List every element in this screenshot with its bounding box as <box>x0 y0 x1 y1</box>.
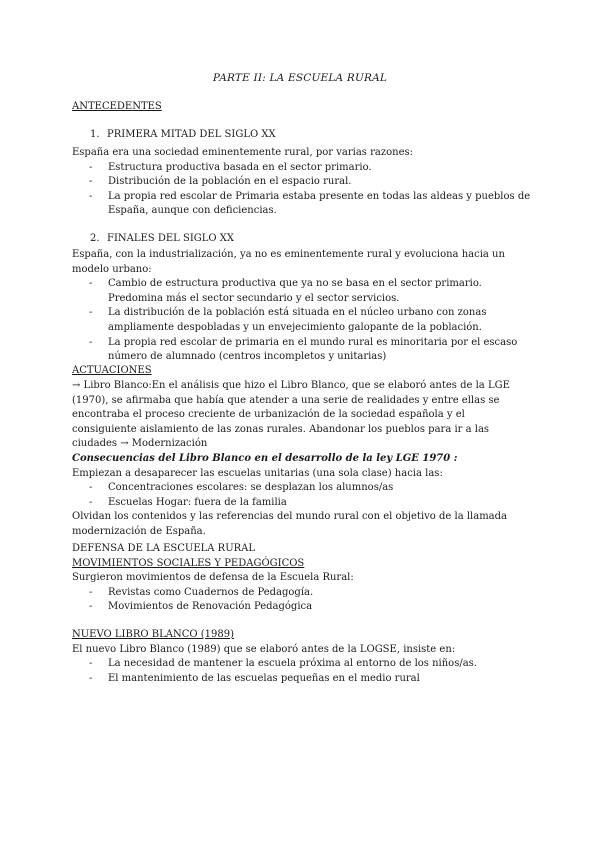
list-item-text: La propia red escolar de Primaria estaba presente en todas las aldeas y pueblos de España, aunque con deficiencias. <box>108 190 531 217</box>
antecedentes-heading: ANTECEDENTES <box>72 101 162 112</box>
list-item-text: La propia red escolar de primaria en el mundo rural es minoritaria por el escaso número de alumnado (centros incompletos y unitarias) <box>108 336 518 363</box>
actuaciones-section <box>72 379 532 540</box>
list-item-text: Cambio de estructura productiva que ya no se basa en el sector primario. Predomina más el sector secundario y el sector servicios. <box>108 278 482 304</box>
defensa-list <box>72 586 532 615</box>
nuevo-heading: NUEVO LIBRO BLANCO (1989) <box>72 629 234 640</box>
list-item <box>72 496 532 511</box>
list-item-text: Movimientos de Renovación Pedagógica <box>108 601 313 613</box>
libro-blanco-paragraph: → Libro Blanco:En el análisis que hizo el Libro Blanco, que se elaboró antes de la LGE (1970), se afirmaba que había que atender a una serie de realidades y entre ellas se encontraba el proceso creciente de urbanización de la sociedad española y el consiguiente aislamiento de las zonas rurales. Abandonar los pueblos para ir a las ciudades → Modernización <box>72 380 510 450</box>
bullet-dash: - <box>89 161 93 173</box>
movimientos-heading: MOVIMIENTOS SOCIALES Y PEDAGÓGICOS <box>72 557 305 569</box>
defensa-heading: DEFENSA DE LA ESCUELA RURAL <box>72 543 256 554</box>
consecuencias-heading: Consecuencias del Libro Blanco en el desarrollo de la ley LGE 1970 : <box>72 452 458 464</box>
defensa-intro: Surgieron movimientos de defensa de la Escuela Rural: <box>72 572 354 584</box>
actuaciones-closing: Olvidan los contenidos y las referencias del mundo rural con el objetivo de la llamada modernización de España. <box>72 511 507 537</box>
sec1-section <box>72 146 532 219</box>
sec2-section <box>72 248 532 365</box>
list-item <box>72 277 532 306</box>
sec2-number: 2. <box>90 233 100 244</box>
bullet-dash: - <box>89 336 93 348</box>
list-item-text: Escuelas Hogar: fuera de la familia <box>108 496 287 508</box>
bullet-dash: - <box>89 586 93 598</box>
bullet-dash: - <box>89 672 93 684</box>
list-item-text: El mantenimiento de las escuelas pequeñas en el medio rural <box>108 672 420 684</box>
list-item <box>72 175 532 190</box>
page-title: PARTE II: LA ESCUELA RURAL <box>212 72 388 84</box>
list-item <box>72 586 532 601</box>
bullet-dash: - <box>89 190 93 202</box>
actuaciones-heading: ACTUACIONES <box>72 365 152 376</box>
list-item-text: Revistas como Cuadernos de Pedagogía. <box>108 586 314 598</box>
sec1-number: 1. <box>90 129 100 140</box>
bullet-dash: - <box>89 482 93 494</box>
bullet-dash: - <box>89 496 93 508</box>
list-item <box>72 306 532 335</box>
bullet-dash: - <box>89 307 93 319</box>
nuevo-intro: El nuevo Libro Blanco (1989) que se elaboró antes de la LOGSE, insiste en: <box>72 643 456 655</box>
bullet-dash: - <box>89 278 93 290</box>
sec1-intro: España era una sociedad eminentemente rural, por varias razones: <box>72 147 413 158</box>
list-item <box>72 190 532 219</box>
bullet-dash: - <box>89 601 93 613</box>
sec1-title: PRIMERA MITAD DEL SIGLO XX <box>107 129 276 140</box>
list-item <box>72 336 532 365</box>
nuevo-section <box>72 628 532 686</box>
list-item-text: Concentraciones escolares: se desplazan los alumnos/as <box>108 482 394 494</box>
list-item-text: La necesidad de mantener la escuela próxima al entorno de los niños/as. <box>108 658 477 670</box>
actuaciones-list <box>72 481 532 510</box>
sec2-title: FINALES DEL SIGLO XX <box>107 233 235 244</box>
nuevo-list <box>72 657 532 686</box>
defensa-section <box>72 542 532 615</box>
bullet-dash: - <box>89 176 93 188</box>
list-item <box>72 600 532 615</box>
list-item-text: Estructura productiva basada en el sector primario. <box>108 161 372 173</box>
list-item <box>72 672 532 687</box>
list-item <box>72 161 532 176</box>
list-item-text: Distribución de la población en el espacio rural. <box>108 176 352 188</box>
list-item <box>72 481 532 496</box>
sec1-list <box>72 161 532 219</box>
sec2-intro: España, con la industrialización, ya no es eminentemente rural y evoluciona hacia un modelo urbano: <box>72 249 505 275</box>
sec2-list <box>72 277 532 365</box>
list-item-text: La distribución de la población está situada en el núcleo urbano con zonas ampliamente despobladas y un envejecimiento galopante de la población. <box>108 307 487 333</box>
list-item <box>72 657 532 672</box>
actuaciones-intro: Empiezan a desaparecer las escuelas unitarias (una sola clase) hacia las: <box>72 467 443 479</box>
bullet-dash: - <box>89 658 93 670</box>
